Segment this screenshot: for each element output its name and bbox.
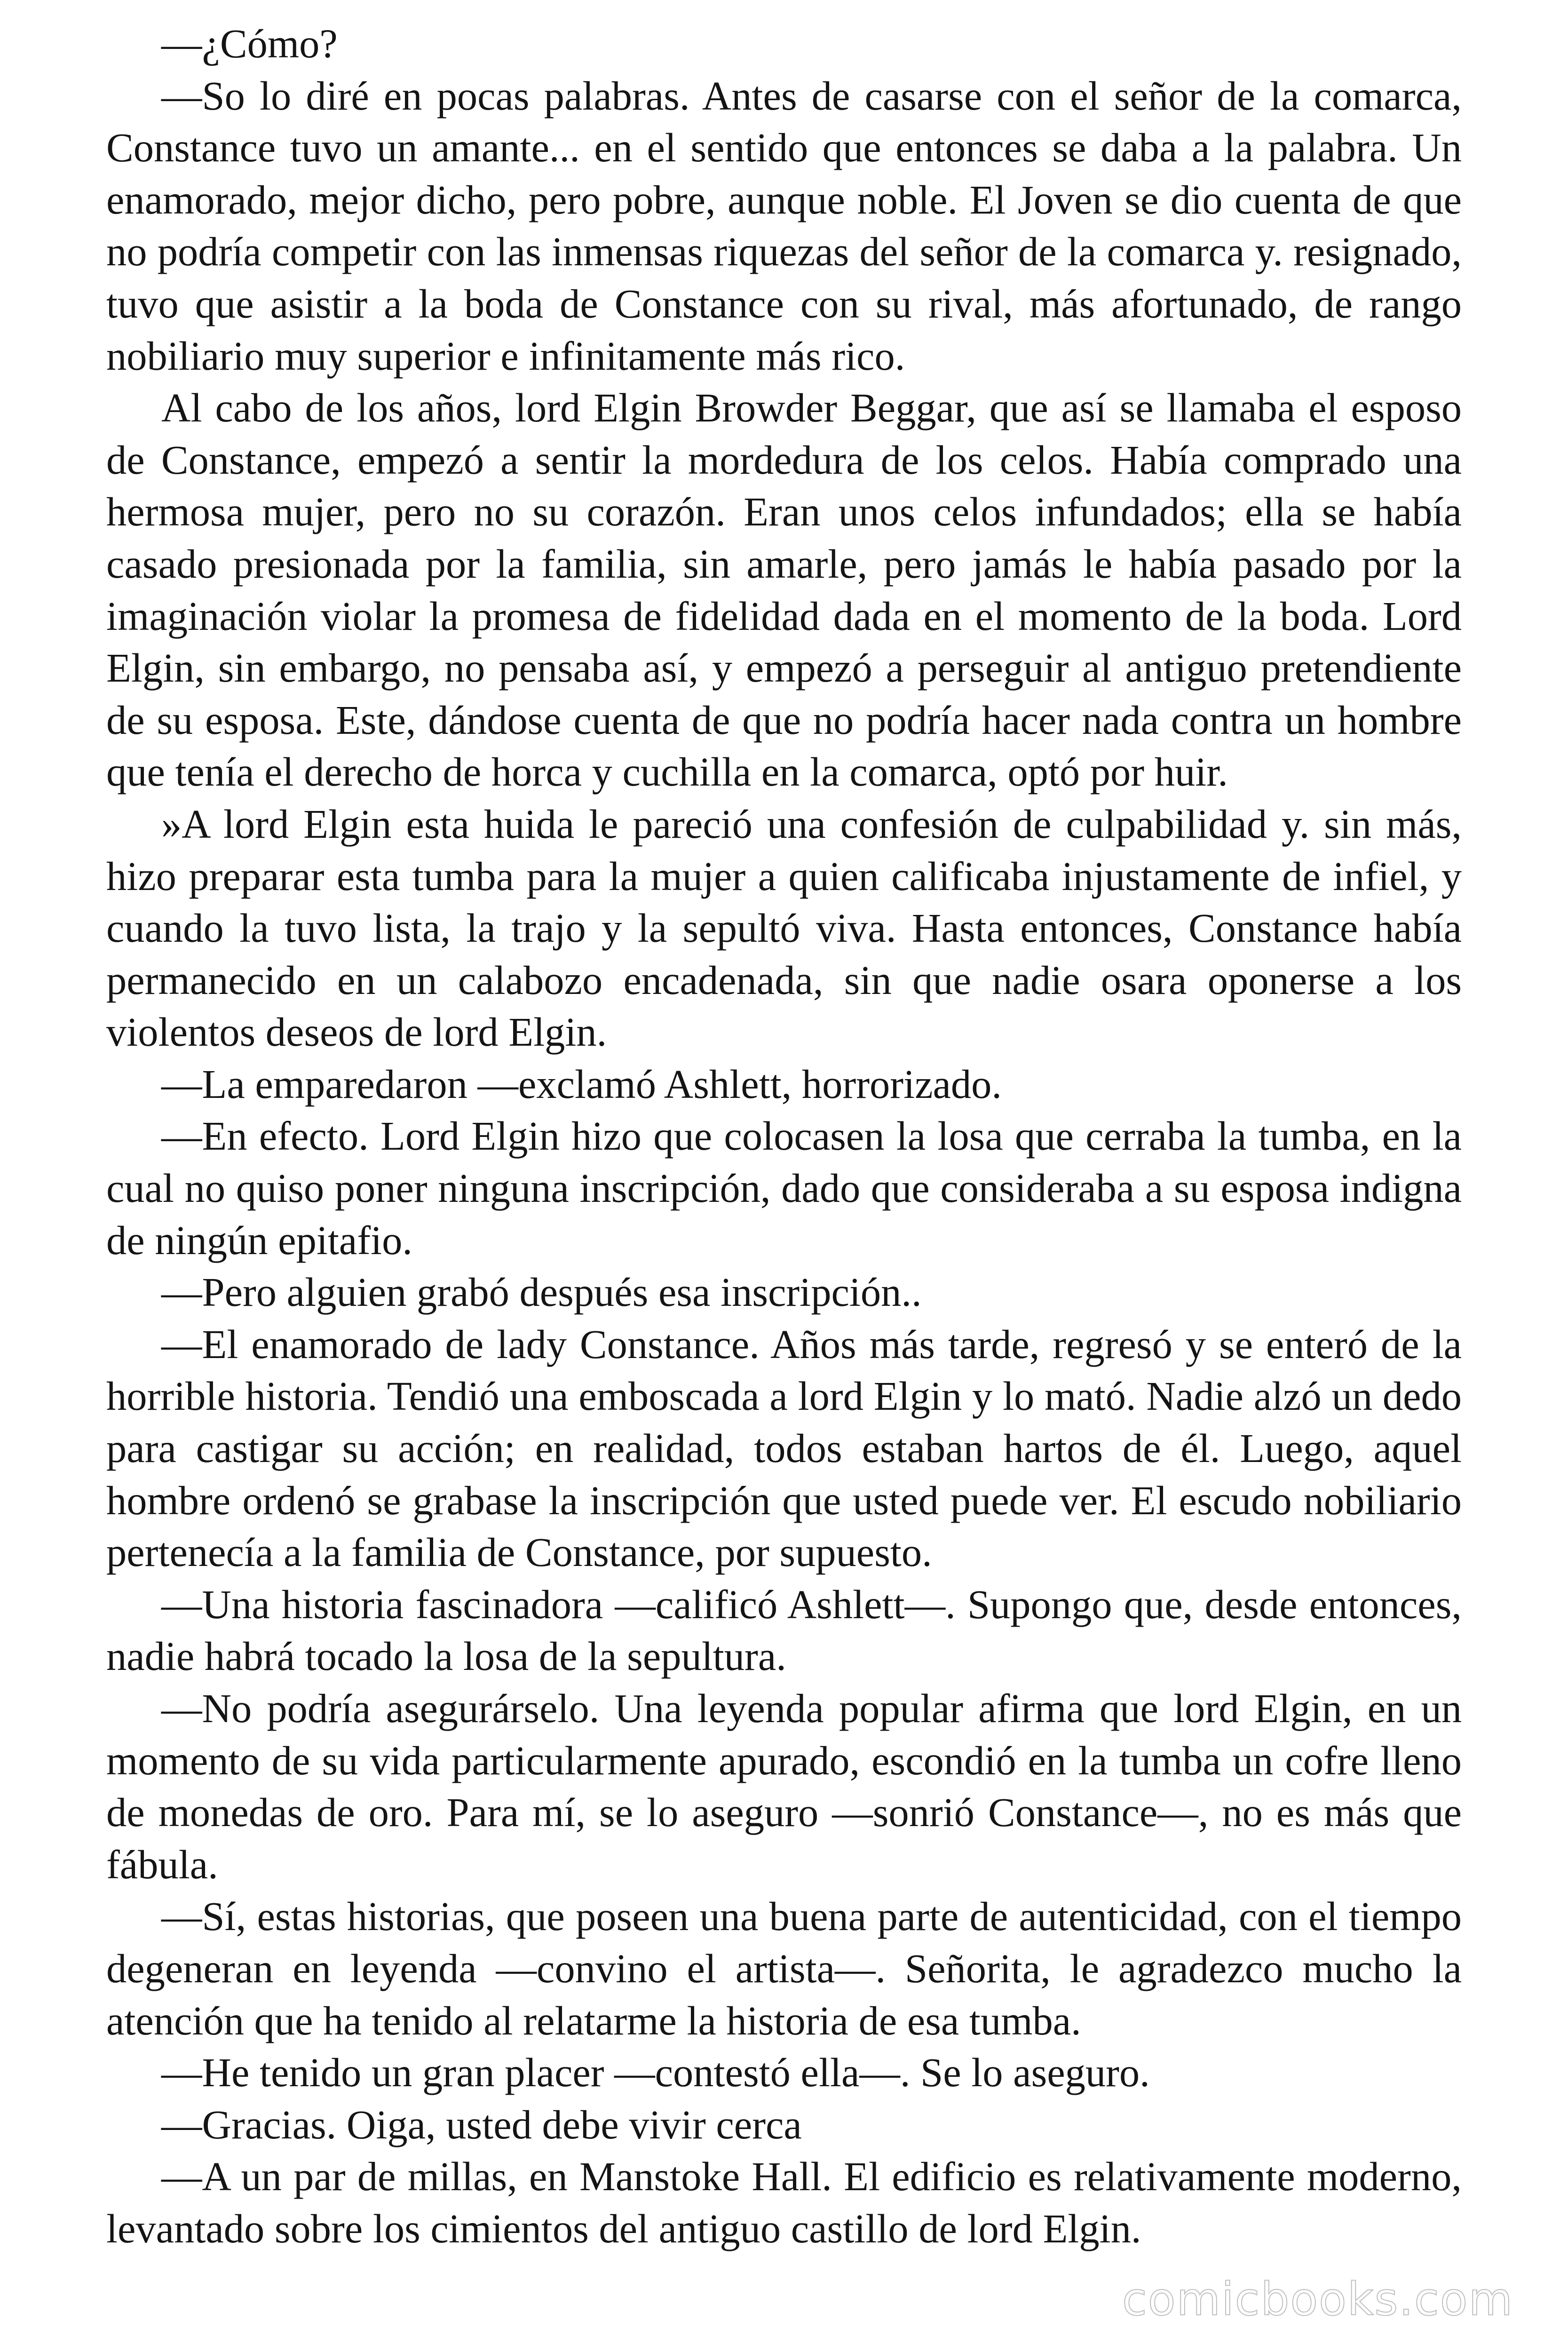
paragraph: —Sí, estas historias, que poseen una buena parte de autenticidad, con el tiempo degeneran en leyenda —convino el artista—. Señorita, le agradezco mucho la atención que ha tenido al relatarme la historia de esa tumba. (106, 1894, 1462, 2043)
watermark: comicbooks.com (1122, 2273, 1513, 2326)
paragraph: —A un par de millas, en Manstoke Hall. El edificio es relativamente moderno, levantado sobre los cimientos del antiguo castillo de lord Elgin. (106, 2154, 1462, 2251)
paragraph: »A lord Elgin esta huida le pareció una confesión de culpabilidad y. sin más, hizo preparar esta tumba para la mujer a quien calificaba injustamente de infiel, y cuando la tuvo lista, la trajo y la sepultó viva. Hasta entonces, Constance había permanecido en un calabozo encadenada, sin que nadie osara oponerse a los violentos deseos de lord Elgin. (106, 801, 1462, 1055)
paragraph: —No podría asegurárselo. Una leyenda popular afirma que lord Elgin, en un momento de su vida particularmente apurado, escondió en la tumba un cofre lleno de monedas de oro. Para mí, se lo aseguro —sonrió Constance—, no es más que fábula. (106, 1686, 1462, 1887)
paragraph: —Una historia fascinadora —calificó Ashlett—. Supongo que, desde entonces, nadie habrá tocado la losa de la sepultura. (106, 1581, 1462, 1679)
paragraph: —He tenido un gran placer —contestó ella—. Se lo aseguro. (161, 2050, 1150, 2096)
paragraph: —Gracias. Oiga, usted debe vivir cerca (161, 2102, 802, 2147)
paragraph: —En efecto. Lord Elgin hizo que colocasen la losa que cerraba la tumba, en la cual no quiso poner ninguna inscripción, dado que consideraba a su esposa indigna de ningún epitafio. (106, 1113, 1462, 1263)
paragraph: —La emparedaron —exclamó Ashlett, horrorizado. (161, 1061, 1002, 1107)
paragraph: —Pero alguien grabó después esa inscripción.. (161, 1270, 922, 1315)
body-text (106, 18, 1462, 2255)
paragraph: —So lo diré en pocas palabras. Antes de casarse con el señor de la comarca, Constance tuvo un amante... en el sentido que entonces se daba a la palabra. Un enamorado, mejor dicho, pero pobre, aunque noble. El Joven se dio cuenta de que no podría competir con las inmensas riquezas del señor de la comarca y. resignado, tuvo que asistir a la boda de Constance con su rival, más afortunado, de rango nobiliario muy superior e infinitamente más rico. (106, 73, 1462, 379)
paragraph: Al cabo de los años, lord Elgin Browder Beggar, que así se llamaba el esposo de Constance, empezó a sentir la mordedura de los celos. Había comprado una hermosa mujer, pero no su corazón. Eran unos celos infundados; ella se había casado presionada por la familia, sin amarle, pero jamás le había pasado por la imaginación violar la promesa de fidelidad dada en el momento de la boda. Lord Elgin, sin embargo, no pensaba así, y empezó a perseguir al antiguo pretendiente de su esposa. Este, dándose cuenta de que no podría hacer nada contra un hombre que tenía el derecho de horca y cuchilla en la comarca, optó por huir. (106, 385, 1462, 795)
paragraph: —¿Cómo? (161, 21, 338, 66)
paragraph: —El enamorado de lady Constance. Años más tarde, regresó y se enteró de la horrible historia. Tendió una emboscada a lord Elgin y lo mató. Nadie alzó un dedo para castigar su acción; en realidad, todos estaban hartos de él. Luego, aquel hombre ordenó se grabase la inscripción que usted puede ver. El escudo nobiliario pertenecía a la familia de Constance, por supuesto. (106, 1321, 1462, 1575)
